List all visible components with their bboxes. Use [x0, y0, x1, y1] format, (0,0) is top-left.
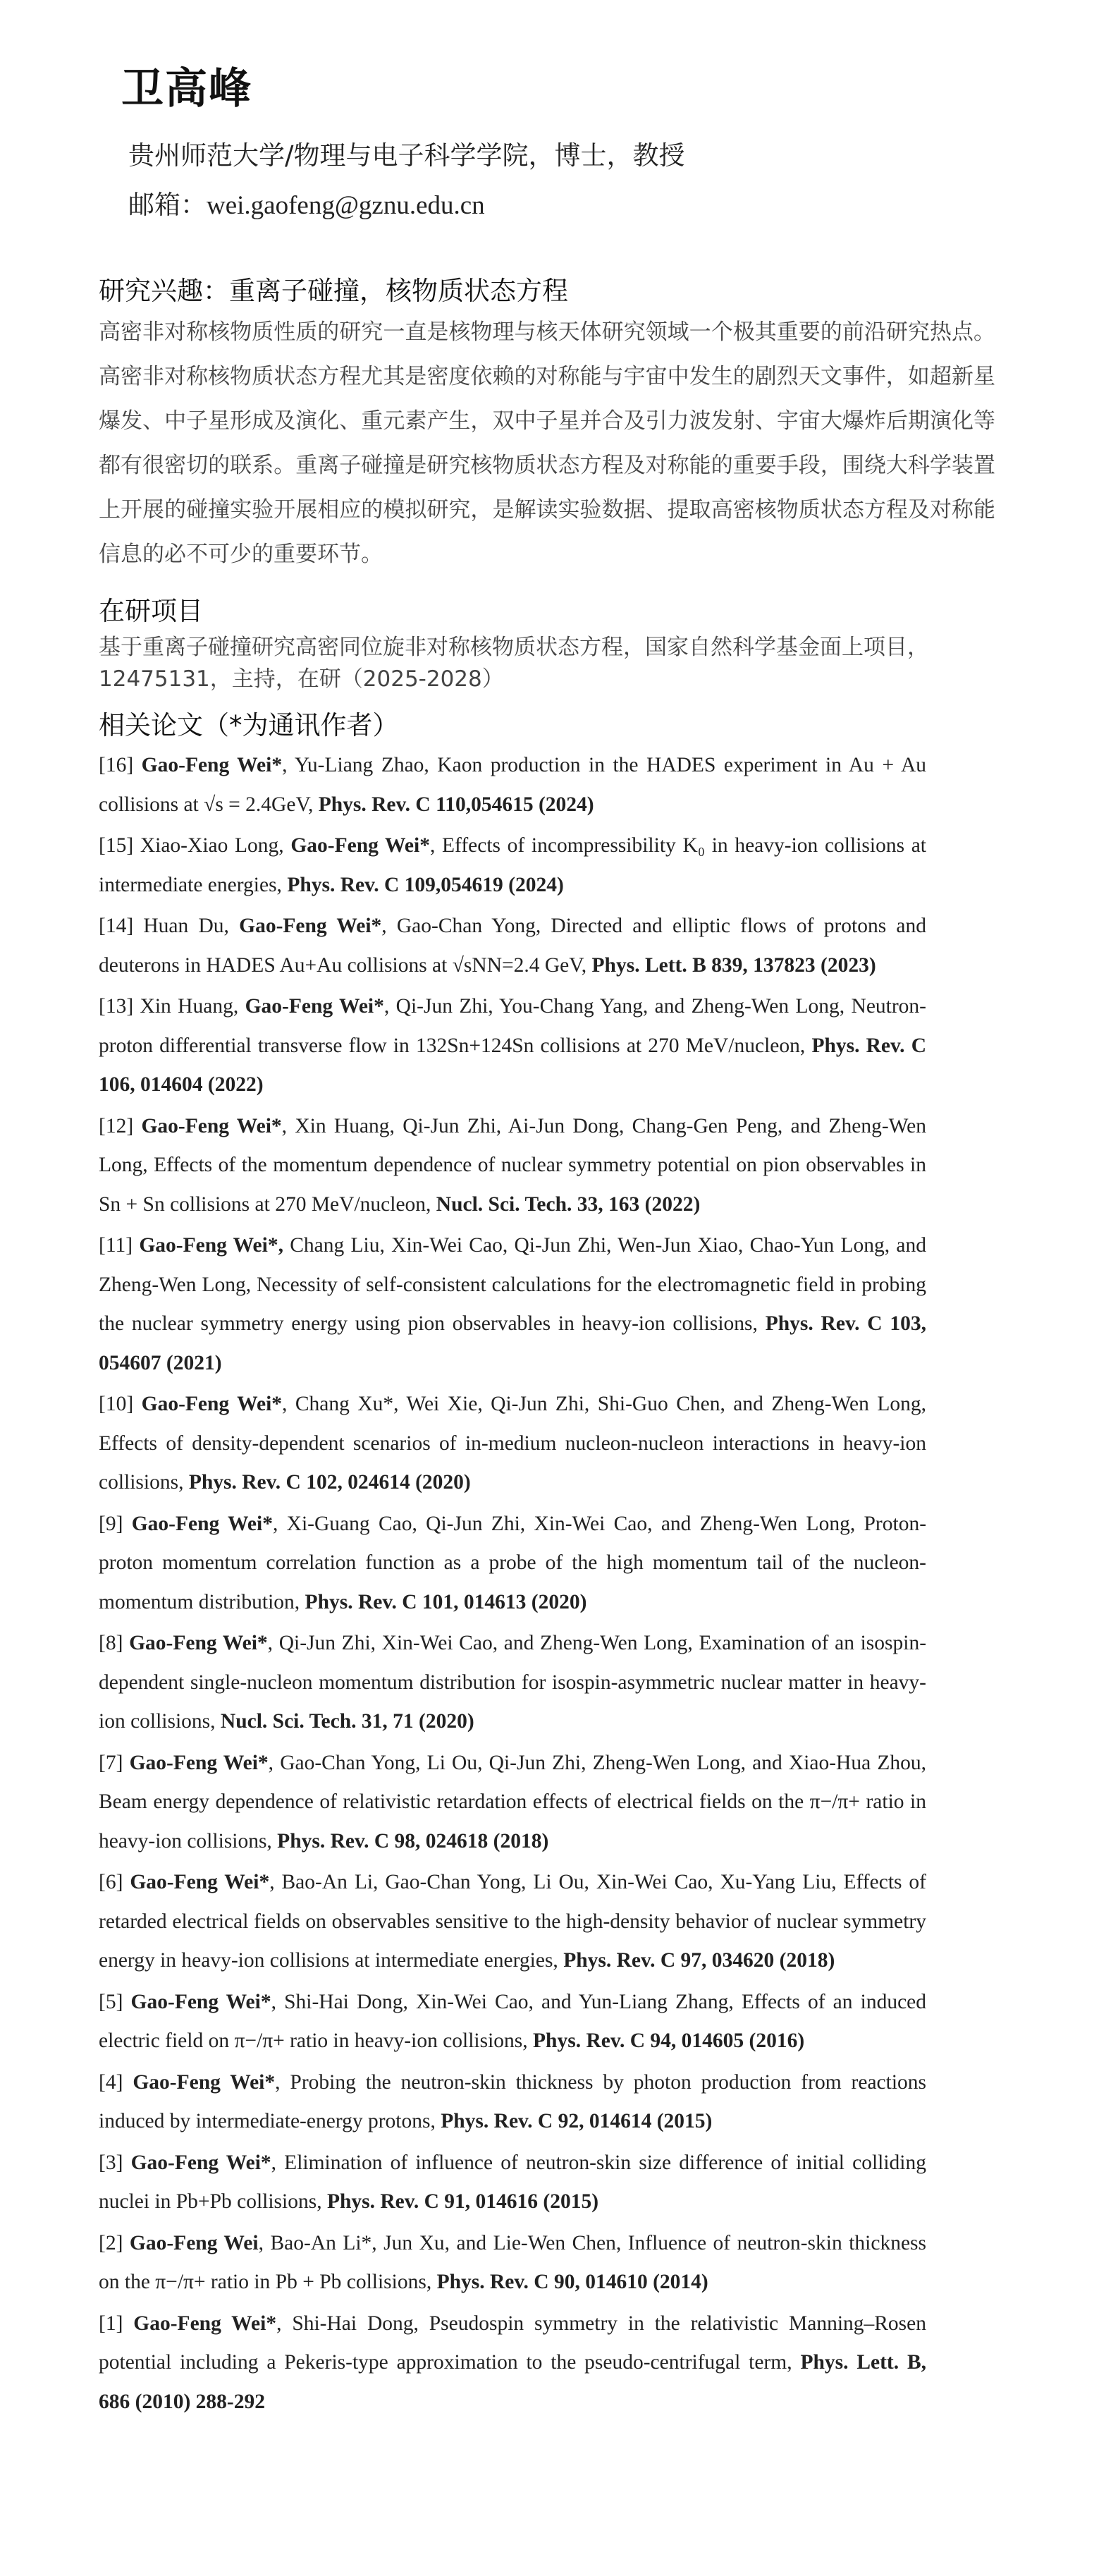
paper-details: , Qi-Jun Zhi, You-Chang Yang, and Zheng-Wen Long, Neutron-proton differential transverse flow in 132Sn+124Sn collisions at 270 MeV/nucleon,	[99, 995, 927, 1057]
paper-journal: Phys. Rev. C 90, 014610 (2014)	[436, 2271, 708, 2293]
paper-entry	[99, 746, 926, 824]
paper-journal: Phys. Rev. C 106, 014604 (2022)	[99, 1034, 926, 1096]
paper-number: [14]	[99, 915, 134, 937]
paper-details: , Qi-Jun Zhi, Xin-Wei Cao, and Zheng-Wen Long, Examination of an isospin-dependent single-nucleon momentum distribution for isospin-asymmetric nuclear matter in heavy-ion collisions,	[99, 1632, 927, 1733]
paper-corresponding-author: Gao-Feng Wei*	[290, 834, 430, 857]
paper-corresponding-author: Gao-Feng Wei*	[245, 995, 384, 1018]
paper-journal: Phys. Rev. C 101, 014613 (2020)	[305, 1590, 587, 1613]
paper-journal: Phys. Rev. C 97, 034620 (2018)	[563, 1949, 835, 1972]
paper-number: [6]	[99, 1871, 123, 1893]
paper-number: [8]	[99, 1632, 123, 1654]
paper-entry	[99, 1983, 926, 2061]
paper-corresponding-author: Gao-Feng Wei*	[141, 1393, 283, 1415]
projects-body: 基于重离子碰撞研究高密同位旋非对称核物质状态方程，国家自然科学基金面上项目，12475131，主持，在研（2025-2028）	[99, 635, 929, 692]
paper-entry	[99, 907, 926, 985]
paper-entry	[99, 2144, 926, 2222]
paper-details: , Probing the neutron-skin thickness by photon production from reactions induced by intermediate-energy protons,	[99, 2070, 927, 2132]
paper-coauthors-before: Xiao-Xiao Long,	[140, 834, 291, 857]
paper-details: , Gao-Chan Yong, Directed and elliptic flows of protons and deuterons in HADES Au+Au collisions at √sNN=2.4 GeV,	[99, 915, 927, 977]
paper-details: , Bao-An Li*, Jun Xu, and Lie-Wen Chen, Influence of neutron-skin thickness on the π−/π+ ratio in Pb + Pb collisions,	[99, 2231, 927, 2293]
paper-details: , Shi-Hai Dong, Pseudospin symmetry in the relativistic Manning–Rosen potential including a Pekeris-type approximation to the pseudo-centrifugal term,	[99, 2312, 927, 2374]
paper-details: , Elimination of influence of neutron-skin size difference of initial colliding nuclei in Pb+Pb collisions,	[99, 2151, 926, 2213]
paper-corresponding-author: Gao-Feng Wei*	[130, 2151, 271, 2174]
paper-entry	[99, 1385, 926, 1503]
paper-journal: Phys. Rev. C 92, 014614 (2015)	[441, 2110, 713, 2132]
paper-number: [15]	[99, 834, 134, 857]
paper-entry	[99, 2063, 926, 2142]
paper-number: [9]	[99, 1512, 123, 1535]
paper-journal: Phys. Rev. C 110,054615 (2024)	[318, 793, 594, 816]
projects-title: 在研项目	[99, 596, 203, 626]
paper-details: , Xi-Guang Cao, Qi-Jun Zhi, Xin-Wei Cao, and Zheng-Wen Long, Proton-proton momentum correlation function as a probe of the high momentum tail of the nucleon-momentum distribution,	[99, 1512, 927, 1613]
affiliation: 贵州师范大学/物理与电子科学学院，博士，教授	[128, 140, 685, 171]
paper-number: [13]	[99, 995, 134, 1018]
paper-number: [10]	[99, 1393, 134, 1415]
paper-number: [1]	[99, 2312, 123, 2335]
paper-entry	[99, 1107, 926, 1225]
paper-number: [3]	[99, 2151, 123, 2174]
paper-entry	[99, 1505, 926, 1623]
papers-title: 相关论文（*为通讯作者）	[99, 710, 399, 740]
paper-number: [5]	[99, 1990, 123, 2013]
paper-corresponding-author: Gao-Feng Wei*,	[139, 1234, 283, 1257]
paper-journal: Phys. Rev. C 91, 014616 (2015)	[326, 2190, 599, 2213]
paper-corresponding-author: Gao-Feng Wei	[129, 2231, 259, 2254]
email-address[interactable]: wei.gaofeng@gznu.edu.cn	[207, 191, 485, 220]
papers-list	[99, 746, 926, 2424]
paper-number: [11]	[99, 1234, 133, 1257]
paper-corresponding-author: Gao-Feng Wei*	[141, 754, 283, 776]
paper-details: , Yu-Liang Zhao, Kaon production in the HADES experiment in Au + Au collisions at √s = 2.4GeV,	[99, 754, 927, 816]
paper-entry	[99, 2224, 926, 2302]
interests-title: 研究兴趣：重离子碰撞，核物质状态方程	[99, 276, 568, 306]
paper-details: , Gao-Chan Yong, Li Ou, Qi-Jun Zhi, Zheng-Wen Long, and Xiao-Hua Zhou, Beam energy dependence of relativistic retardation effects of electrical fields on the π−/π+ ratio in heavy-ion collisions,	[99, 1751, 927, 1852]
paper-corresponding-author: Gao-Feng Wei*	[129, 1632, 268, 1654]
paper-entry	[99, 1226, 926, 1383]
paper-coauthors-before: Xin Huang,	[140, 995, 245, 1018]
paper-corresponding-author: Gao-Feng Wei*	[130, 1990, 271, 2013]
paper-entry	[99, 1624, 926, 1742]
paper-journal: Phys. Lett. B 839, 137823 (2023)	[591, 953, 876, 977]
paper-journal: Phys. Lett. B, 686 (2010) 288-292	[99, 2351, 926, 2413]
paper-number: [12]	[99, 1114, 134, 1137]
paper-corresponding-author: Gao-Feng Wei*	[141, 1114, 282, 1137]
paper-details: Chang Liu, Xin-Wei Cao, Qi-Jun Zhi, Wen-Jun Xiao, Chao-Yun Long, and Zheng-Wen Long, Necessity of self-consistent calculations for the electromagnetic field in probing the nuclear symmetry energy using pion observables in heavy-ion collisions,	[99, 1234, 927, 1335]
paper-journal: Phys. Rev. C 98, 024618 (2018)	[277, 1829, 549, 1852]
paper-corresponding-author: Gao-Feng Wei*	[129, 1751, 269, 1774]
paper-journal: Phys. Rev. C 109,054619 (2024)	[287, 873, 564, 896]
paper-number: [4]	[99, 2070, 123, 2094]
paper-corresponding-author: Gao-Feng Wei*	[239, 915, 382, 937]
paper-corresponding-author: Gao-Feng Wei*	[130, 1871, 270, 1893]
paper-corresponding-author: Gao-Feng Wei*	[131, 1512, 273, 1535]
paper-entry	[99, 2305, 926, 2422]
email-label: 邮箱：	[128, 190, 207, 220]
email-line	[128, 183, 485, 221]
interests-body: 高密非对称核物质性质的研究一直是核物理与核天体研究领域一个极其重要的前沿研究热点。高密非对称核物质状态方程尤其是密度依赖的对称能与宇宙中发生的剧烈天文事件，如超新星爆发、中子星形成及演化、重元素产生，双中子星并合及引力波发射、宇宙大爆炸后期演化等都有很密切的联系。重离子碰撞是研究核物质状态方程及对称能的重要手段，围绕大科学装置上开展的碰撞实验开展相应的模拟研究，是解读实验数据、提取高密核物质状态方程及对称能信息的必不可少的重要环节。	[99, 319, 995, 567]
paper-corresponding-author: Gao-Feng Wei*	[133, 2312, 277, 2335]
paper-number: [7]	[99, 1751, 123, 1774]
paper-corresponding-author: Gao-Feng Wei*	[133, 2070, 276, 2094]
paper-journal: Phys. Rev. C 103, 054607 (2021)	[99, 1312, 926, 1374]
paper-number: [2]	[99, 2231, 123, 2254]
paper-details: , Shi-Hai Dong, Xin-Wei Cao, and Yun-Liang Zhang, Effects of an induced electric field on π−/π+ ratio in heavy-ion collisions,	[99, 1990, 927, 2052]
person-name: 卫高峰	[121, 64, 252, 114]
paper-coauthors-before: Huan Du,	[143, 915, 240, 937]
paper-entry	[99, 1863, 926, 1981]
paper-details: , Xin Huang, Qi-Jun Zhi, Ai-Jun Dong, Chang-Gen Peng, and Zheng-Wen Long, Effects of the momentum dependence of nuclear symmetry potential on pion observables in Sn + Sn collisions at 270 MeV/nucleon,	[99, 1114, 926, 1216]
paper-journal: Phys. Rev. C 94, 014605 (2016)	[533, 2029, 805, 2052]
paper-details: , Bao-An Li, Gao-Chan Yong, Li Ou, Xin-Wei Cao, Xu-Yang Liu, Effects of retarded electrical fields on observables sensitive to the high-density behavior of nuclear symmetry energy in heavy-ion collisions at intermediate energies,	[99, 1871, 927, 1972]
paper-journal: Nucl. Sci. Tech. 33, 163 (2022)	[436, 1192, 701, 1216]
paper-details: , Effects of incompressibility K₀ in heavy-ion collisions at intermediate energies,	[99, 834, 927, 896]
paper-details: , Chang Xu*, Wei Xie, Qi-Jun Zhi, Shi-Guo Chen, and Zheng-Wen Long, Effects of density-dependent scenarios of in-medium nucleon-nucleon interactions in heavy-ion collisions,	[99, 1393, 927, 1494]
paper-entry	[99, 1744, 926, 1862]
paper-journal: Phys. Rev. C 102, 024614 (2020)	[188, 1471, 471, 1494]
paper-entry	[99, 826, 926, 905]
paper-journal: Nucl. Sci. Tech. 31, 71 (2020)	[220, 1710, 474, 1733]
paper-entry	[99, 987, 926, 1105]
paper-number: [16]	[99, 754, 134, 776]
